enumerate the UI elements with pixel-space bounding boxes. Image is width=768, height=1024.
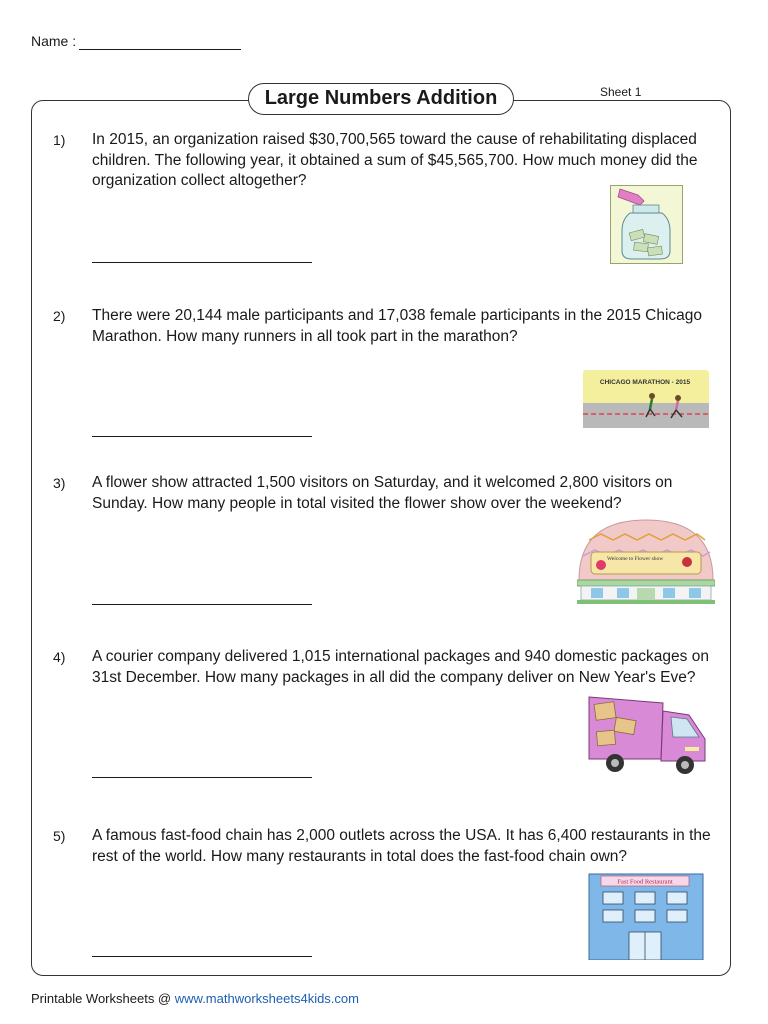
question-2 [31, 306, 731, 476]
question-number: 1) [53, 132, 66, 148]
question-4 [31, 647, 731, 817]
restaurant-building-icon [587, 870, 705, 960]
question-text: In 2015, an organization raised $30,700,565 toward the cause of rehabilitating displaced children. The following year, it obtained a sum of $45,565,700. How much money did the organization collect altogether? [92, 131, 698, 189]
question-text: A famous fast-food chain has 2,000 outlets across the USA. It has 6,400 restaurants in the rest of the world. How many restaurants in total does the fast-food chain own? [92, 827, 711, 865]
question-number: 3) [53, 475, 66, 491]
question-text: There were 20,144 male participants and 17,038 female participants in the 2015 Chicago Marathon. How many runners in all took part in the marathon? [92, 307, 703, 345]
question-3 [31, 473, 731, 643]
footer-link[interactable]: www.mathworksheets4kids.com [174, 991, 359, 1006]
answer-line[interactable] [92, 777, 312, 778]
delivery-truck-icon [585, 695, 709, 777]
flower-show-building-icon [577, 518, 715, 604]
image-caption: CHICAGO MARATHON - 2015 [599, 379, 691, 386]
sheet-label: Sheet 1 [600, 85, 642, 99]
answer-line[interactable] [92, 956, 312, 957]
image-caption: Fast Food Restaurant [617, 878, 673, 886]
question-5 [31, 826, 731, 996]
answer-line[interactable] [92, 436, 312, 437]
worksheet-title: Large Numbers Addition [248, 83, 514, 115]
image-caption: Welcome to Flower show [607, 556, 664, 562]
footer-prefix: Printable Worksheets @ [31, 991, 175, 1006]
marathon-runners-icon [583, 370, 709, 428]
question-text: A flower show attracted 1,500 visitors on Saturday, and it welcomed 2,800 visitors on Sunday. How many people in total visited the flower show over the weekend? [92, 474, 673, 512]
question-text: A courier company delivered 1,015 international packages and 940 domestic packages on 31st December. How many packages in all did the company deliver on New Year's Eve? [92, 648, 709, 686]
answer-line[interactable] [92, 604, 312, 605]
question-number: 2) [53, 308, 66, 324]
donation-jar-icon [610, 185, 683, 264]
name-label: Name : [31, 33, 77, 49]
answer-line[interactable] [92, 262, 312, 263]
question-number: 5) [53, 828, 66, 844]
question-number: 4) [53, 649, 66, 665]
question-1 [31, 130, 731, 300]
name-answer-line[interactable] [79, 49, 241, 50]
footer [31, 991, 359, 1006]
